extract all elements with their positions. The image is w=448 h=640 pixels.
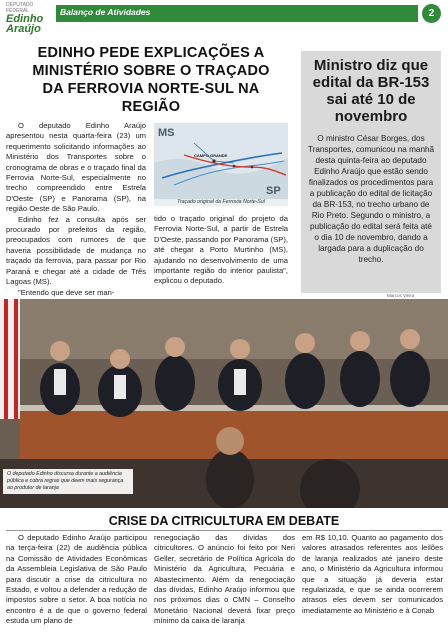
article-paragraph: O deputado Edinho Araújo apresentou nesta quarta-feira (23) um requerimento solicitando informações ao Ministério dos Transportes sobre o cronograma de obras e o traçado final da Ferrovia Norte-Sul, especialmente no trecho compreendido entre Estrela D'Oeste (SP) e Panorama (SP), na região Oeste de São Paulo. [6, 121, 146, 214]
page-number: 2 [422, 4, 441, 23]
map-label-city: CAMPO GRANDE [194, 153, 228, 158]
article2-paragraph: em R$ 10,10. Quanto ao pagamento dos valores atrasados referentes aos leilões de laranja realizados até janeiro deste ano, o Ministério da Agricultura informou que a situação já deveria estar regularizada, e que se ainda ocorrerem atrasos eles devem ser comunicados imediatamente ao Ministério e à Conab [302, 533, 443, 615]
article-paragraph: tido o traçado original do projeto da Ferrovia Norte-Sul, a partir de Estrela D'Oeste, passando por Panorama (SP), até chegar a Porto Murtinho (MS), ajudando no desenvolvimento de uma importante região do interior paulista", explicou o deputado. [154, 214, 288, 286]
logo-brand: Edinho Araújo [6, 13, 44, 35]
article2-headline: CRISE DA CITRICULTURA EM DEBATE [108, 514, 340, 528]
article2-column-3 [302, 533, 443, 616]
article-column-1 [6, 121, 146, 298]
article2-paragraph: O deputado Edinho Araújo participou na terça-feira (22) de audiência pública na Comissão de Atividades Econômicas da Assembleia Legislativa de São Paulo para discutir a crise da citricultura no Estado, e voltou a defender a redução de impostos sobre o setor. A boa notícia no encontro é a de que o governo federal estuda um plano de [6, 533, 147, 626]
hearing-photo [0, 299, 448, 508]
sidebox-title: Ministro diz que edital da BR-153 sai até 10 de novembro [312, 57, 430, 125]
railway-map [154, 123, 288, 206]
photo-credit: Marcos Vieira [387, 293, 415, 298]
sidebox-body: O ministro César Borges, dos Transportes, comunicou na manhã desta quinta-feira ao deputado Edinho Araújo que estão sendo finalizados os procedimentos para a publicação do edital de licitação da BR-153, no trecho urbano de Rio Preto. Segundo o ministro, a publicação do edital será feita até o dia 10 de novembro, dando a largada para a duplicação do trecho. [307, 134, 435, 264]
section-title: Balanço de Atividades [60, 7, 151, 17]
article2-paragraph: renegociação das dívidas dos citricultores. O anúncio foi feito por Neri Geller, secretário de Política Agrícola do Ministério da Agricultura, Pecuária e Abastecimento. Além da renegociação das dívidas, Edinho Araújo informou que nos próximos dias o CMN – Conselho Monetário Nacional deverá fixar preço mínimo da caixa de laranja [154, 533, 295, 626]
divider [6, 530, 442, 531]
article2-column-2 [154, 533, 295, 627]
sidebar-news-box [301, 51, 441, 293]
logo [6, 2, 52, 35]
map-label-ms: MS [158, 127, 175, 139]
section-band [56, 5, 418, 22]
article-paragraph: Edinho fez a consulta após ser procurado por prefeitos da região, preocupados com rumores de que haveria possibilidade de mudança no traçado da ferrovia, para passar por Rio Paraná e chegar até a cidade de Três Lagoas (MS). [6, 214, 146, 287]
article2-column-1 [6, 533, 147, 627]
page-header [0, 0, 448, 35]
article-headline: EDINHO PEDE EXPLICAÇÕES A MINISTÉRIO SOBRE O TRAÇADO DA FERROVIA NORTE-SUL NA REGIÃO [32, 45, 270, 115]
map-caption: Traçado original da Ferrovia Norte-Sul [154, 199, 288, 206]
logo-subtitle: DEPUTADO FEDERAL [6, 2, 34, 14]
photo-caption: O deputado Edinho discursa durante a audiência pública e cobra regras que deem mais segurança ao produtor de laranja [3, 469, 133, 494]
article-column-2 [154, 214, 288, 287]
map-label-sp: SP [266, 185, 281, 197]
article-paragraph: "Entendo que deve ser man- [18, 287, 115, 297]
